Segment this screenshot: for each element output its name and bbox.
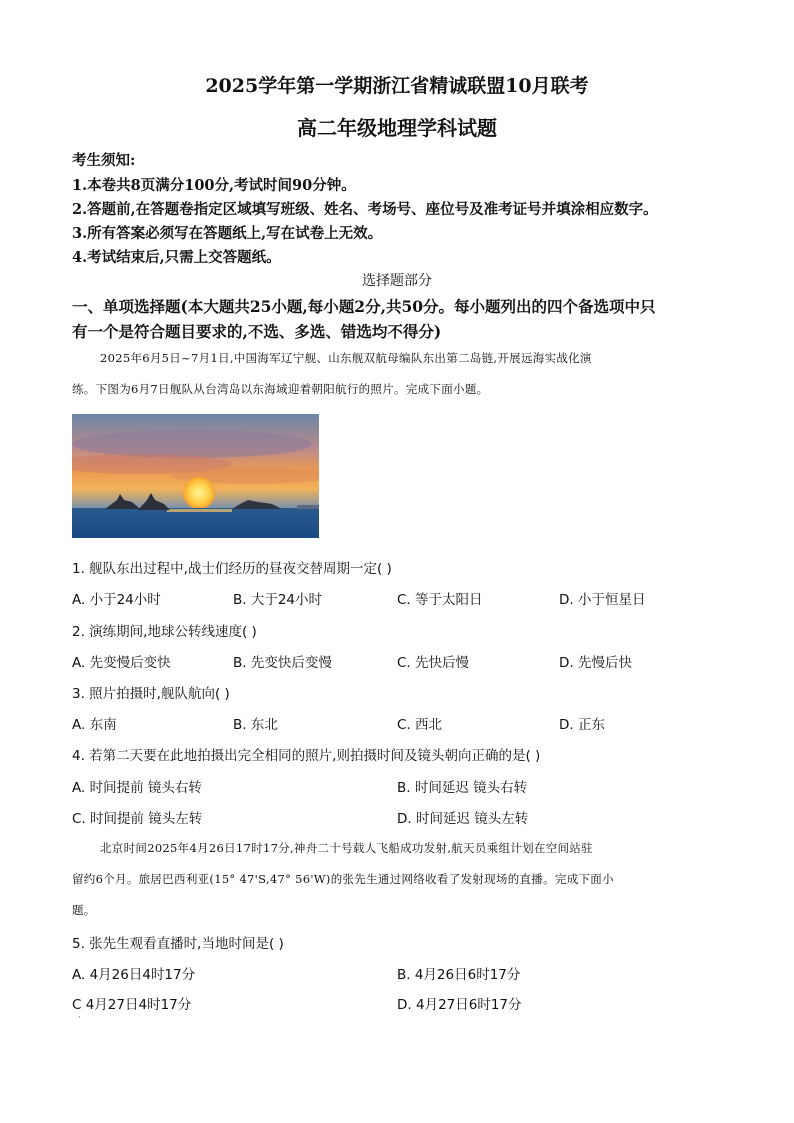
question-2-stem: 2. 演练期间,地球公转线速度( ) — [72, 624, 257, 640]
question-5-stem: 5. 张先生观看直播时,当地时间是( ) — [72, 936, 284, 952]
q5-option-a[interactable]: A. 4月26日4时17分 — [72, 967, 196, 983]
exam-subtitle: 高二年级地理学科试题 — [297, 116, 497, 140]
passage1-line1: 2025年6月5日~7月1日,中国海军辽宁舰、山东舰双航母编队东出第二岛链,开展远海实战化演 — [100, 351, 592, 365]
notice-item: 3.所有答案必须写在答题纸上,写在试卷上无效。 — [72, 225, 383, 242]
q2-option-a[interactable]: A. 先变慢后变快 — [72, 655, 171, 671]
q1-option-c[interactable]: C. 等于太阳日 — [397, 592, 483, 608]
passage2-line2: 留约6个月。旅居巴西利亚(15° 47'S,47° 56'W)的张先生通过网络收看了发射现场的直播。完成下面小 — [72, 872, 614, 886]
exam-title: 2025学年第一学期浙江省精诚联盟10月联考 — [205, 75, 589, 97]
q5-option-b[interactable]: B. 4月26日6时17分 — [397, 967, 521, 983]
q5-option-d[interactable]: D. 4月27日6时17分 — [397, 997, 522, 1013]
part-instructions-line2: 有一个是符合题目要求的,不选、多选、错选均不得分) — [72, 322, 442, 341]
notice-heading: 考生须知: — [72, 152, 136, 169]
q1-option-b[interactable]: B. 大于24小时 — [233, 592, 323, 608]
fleet-sunrise-photo — [72, 414, 319, 538]
section-title: 选择题部分 — [362, 273, 432, 289]
notice-item: 1.本卷共8页满分100分,考试时间90分钟。 — [72, 177, 356, 194]
passage1-line2: 练。下图为6月7日舰队从台湾岛以东海域迎着朝阳航行的照片。完成下面小题。 — [72, 382, 489, 396]
q3-option-b[interactable]: B. 东北 — [233, 717, 278, 733]
question-4-stem: 4. 若第二天要在此地拍摄出完全相同的照片,则拍摄时间及镜头朝向正确的是( ) — [72, 748, 541, 764]
notice-item: 4.考试结束后,只需上交答题纸。 — [72, 249, 281, 266]
stray-dot: · — [78, 1013, 81, 1023]
q3-option-c[interactable]: C. 西北 — [397, 717, 443, 733]
q4-option-c[interactable]: C. 时间提前 镜头左转 — [72, 811, 203, 827]
q3-option-a[interactable]: A. 东南 — [72, 717, 117, 733]
part-instructions-line1: 一、单项选择题(本大题共25小题,每小题2分,共50分。每小题列出的四个备选项中只 — [72, 297, 656, 316]
q1-option-d[interactable]: D. 小于恒星日 — [559, 592, 646, 608]
q2-option-b[interactable]: B. 先变快后变慢 — [233, 655, 332, 671]
q4-option-d[interactable]: D. 时间延迟 镜头左转 — [397, 811, 529, 827]
q2-option-c[interactable]: C. 先快后慢 — [397, 655, 470, 671]
question-3-stem: 3. 照片拍摄时,舰队航向( ) — [72, 686, 230, 702]
sunrise-image — [72, 414, 319, 538]
passage2-line3: 题。 — [72, 903, 96, 917]
q5-option-c[interactable]: C 4月27日4时17分 — [72, 997, 192, 1013]
q4-option-a[interactable]: A. 时间提前 镜头右转 — [72, 780, 202, 796]
question-1-stem: 1. 舰队东出过程中,战士们经历的昼夜交替周期一定( ) — [72, 561, 392, 577]
notice-item: 2.答题前,在答题卷指定区域填写班级、姓名、考场号、座位号及准考证号并填涂相应数字。 — [72, 201, 658, 218]
q4-option-b[interactable]: B. 时间延迟 镜头右转 — [397, 780, 528, 796]
q2-option-d[interactable]: D. 先慢后快 — [559, 655, 632, 671]
passage2-line1: 北京时间2025年4月26日17时17分,神舟二十号载人飞船成功发射,航天员乘组计划在空间站驻 — [100, 841, 593, 855]
q3-option-d[interactable]: D. 正东 — [559, 717, 605, 733]
q1-option-a[interactable]: A. 小于24小时 — [72, 592, 161, 608]
